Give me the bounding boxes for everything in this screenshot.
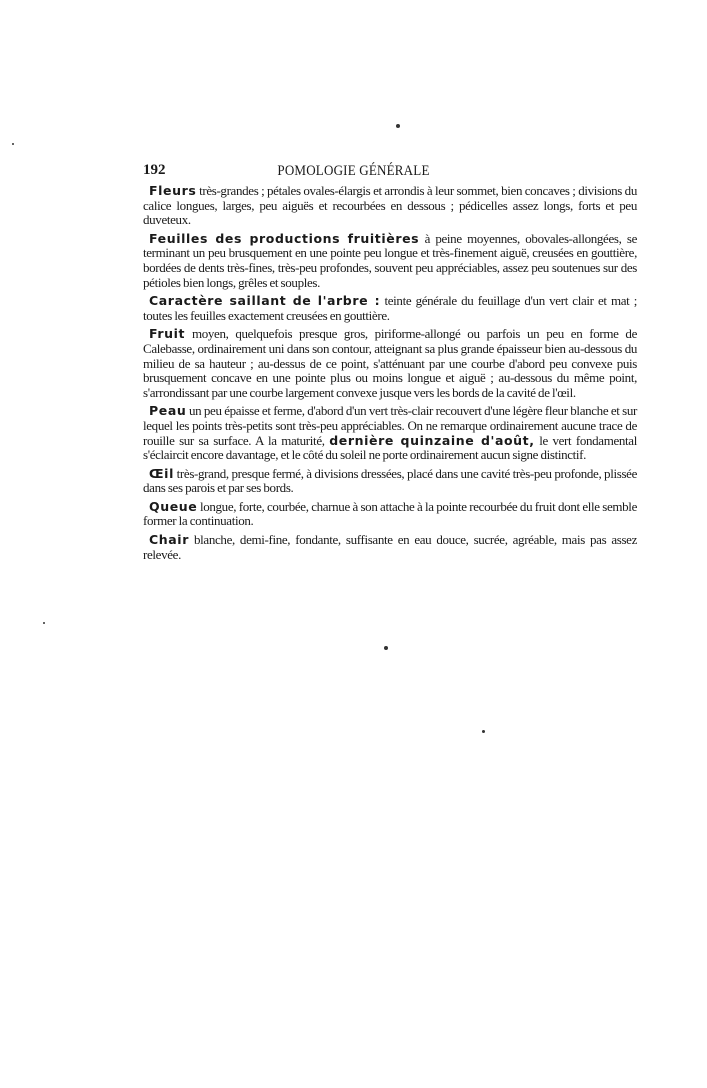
paragraph-peau [143,404,637,462]
term-heading: Peau [149,403,187,419]
paragraph-text: un peu épaisse et ferme, d'abord d'un vert très-clair recouvert d'une légère fleur blanche et sur lequel les points très-petits sont très-peu appréciables. On ne remarque ordinairement aucune trace de rouille sur sa surface. A la maturité, [143,403,637,448]
paragraph-caractere [143,294,637,323]
paragraph-feuilles [143,232,637,290]
maturity-heading: dernière quinzaine d'août, [329,432,535,448]
page-number: 192 [143,162,166,178]
scan-speck [482,730,485,733]
paragraph-text: très-grand, presque fermé, à divisions dressées, placé dans une cavité très-peu profonde, plissée dans ses parois et par ses bords. [143,465,637,496]
paragraph-text: très-grandes ; pétales ovales-élargis et arrondis à leur sommet, bien concaves ; divisions du calice longues, larges, peu aiguës et recourbées en dessous ; pédicelles assez longs, forts et peu duveteux. [143,183,637,228]
term-heading: Caractère saillant de l'arbre : [149,293,381,309]
text-body [143,184,637,566]
term-heading: Fleurs [149,183,197,198]
paragraph-fruit [143,327,637,400]
paragraph-text: à peine moyennes, obovales-allongées, se terminant un peu brusquement en une pointe peu longue et très-finement aiguë, creusées en gouttière, bordées de dents très-fines, très-peu profondes, souvent peu appréciables, assez peu soutenues sur des pétioles bien longs, grêles et souples. [143,230,637,290]
scan-speck [384,646,388,650]
term-heading: Fruit [149,326,186,342]
paragraph-text: le vert fondamental s'éclaircit encore davantage, et le côté du soleil ne porte ordinairement aucun signe distinctif. [143,432,637,463]
term-heading: Chair [149,532,189,548]
paragraph-chair [143,533,637,562]
paragraph-text: moyen, quelquefois presque gros, piriforme-allongé ou parfois un peu en forme de Calebasse, ordinairement uni dans son contour, atteignant sa plus grande épaisseur bien au-dessous du milieu de sa hauteur ; au-dessus de ce point, s'atténuant par une courbe d'abord peu convexe puis brusquement concave en une pointe plus ou moins longue et aiguë ; au-dessous du même point, s'arrondissant par une courbe largement convexe jusque vers les bords de la cavité de l'œil. [143,326,637,400]
term-heading: Feuilles des productions fruitières [149,230,420,246]
paragraph-oeil [143,467,637,496]
scan-speck [43,622,45,624]
paragraph-text: blanche, demi-fine, fondante, suffisante en eau douce, sucrée, agréable, mais pas assez relevée. [143,532,637,562]
paragraph-fleurs [143,184,637,228]
paragraph-text: longue, forte, courbée, charnue à son attache à la pointe recourbée du fruit dont elle semble former la continuation. [143,498,637,529]
paragraph-text: teinte générale du feuillage d'un vert clair et mat ; toutes les feuilles exactement creusées en gouttière. [143,293,637,323]
term-heading: Queue [149,498,198,514]
scan-speck [396,124,400,128]
paragraph-queue [143,500,637,529]
scan-speck [12,143,14,145]
term-heading: Œil [149,465,174,481]
running-title: POMOLOGIE GÉNÉRALE [277,163,430,179]
